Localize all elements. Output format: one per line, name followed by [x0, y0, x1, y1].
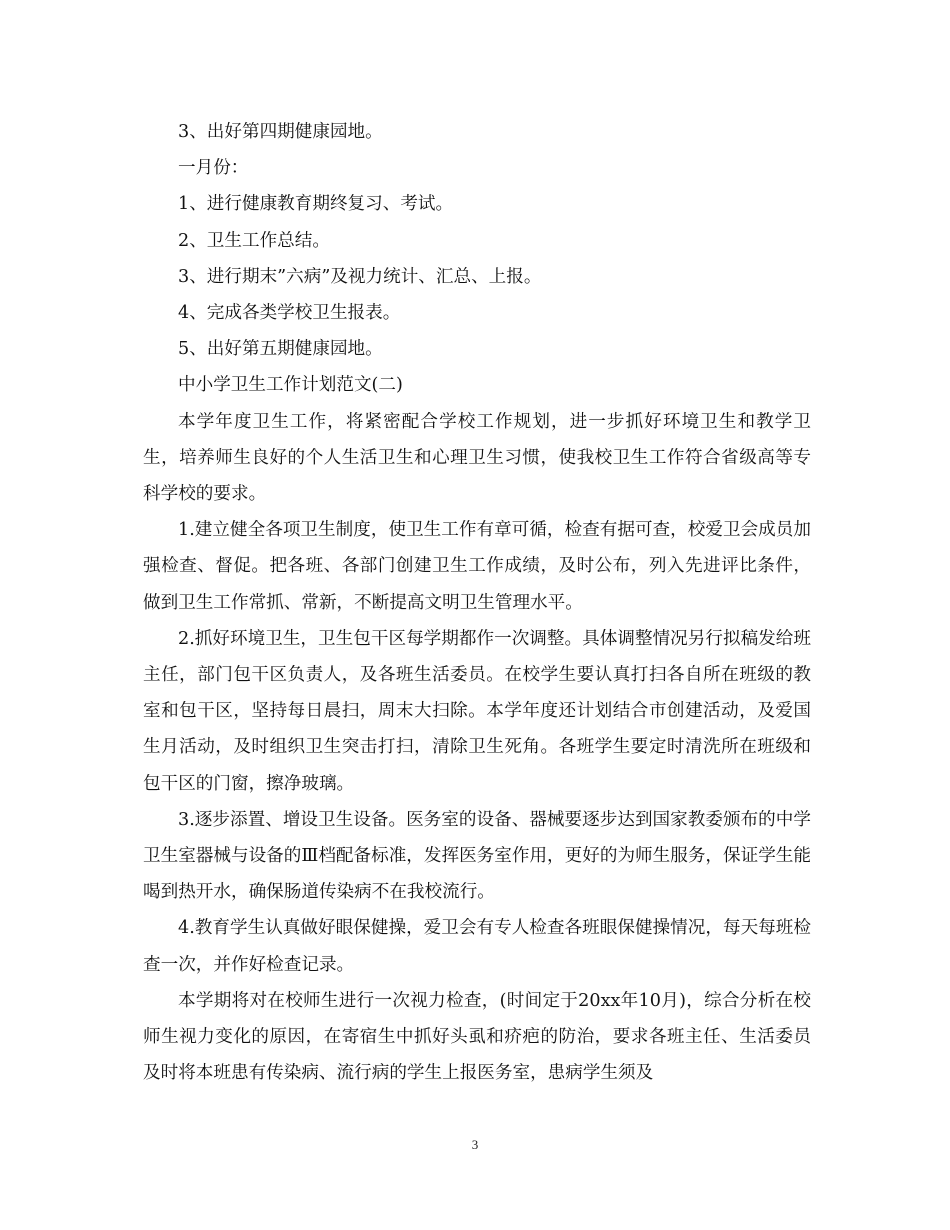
paragraph: 2、卫生工作总结。 [178, 230, 330, 251]
paragraph: 3.逐步添置、增设卫生设备。医务室的设备、器械要逐步达到国家教委颁布的中学卫生室器械与设备的Ⅲ档配备标准，发挥医务室作用，更好的为师生服务，保证学生能喝到热开水，确保肠道传染病不在我校流行。 [143, 809, 811, 903]
paragraph: 1、进行健康教育期终复习、考试。 [178, 194, 454, 215]
paragraph: 5、出好第五期健康园地。 [178, 339, 383, 360]
paragraph: 本学年度卫生工作，将紧密配合学校工作规划，进一步抓好环境卫生和教学卫生，培养师生良好的个人生活卫生和心理卫生习惯，使我校卫生工作符合省级高等专科学校的要求。 [143, 411, 811, 505]
paragraph: 一月份： [178, 158, 249, 179]
paragraph: 2.抓好环境卫生，卫生包干区每学期都作一次调整。具体调整情况另行拟稿发给班主任，部门包干区负责人，及各班生活委员。在校学生要认真打扫各自所在班级的教室和包干区，坚持每日晨扫，周末大扫除。本学年度还计划结合市创建活动，及爱国生月活动，及时组织卫生突击打扫，清除卫生死角。各班学生要定时清洗所在班级和包干区的门窗，擦净玻璃。 [143, 628, 811, 794]
section-title: 中小学卫生工作计划范文(二) [178, 375, 403, 396]
paragraph: 4、完成各类学校卫生报表。 [178, 303, 401, 324]
paragraph: 3、进行期末”六病”及视力统计、汇总、上报。 [178, 266, 542, 287]
page-number: 3 [471, 1137, 479, 1152]
paragraph: 1.建立健全各项卫生制度，使卫生工作有章可循，检查有据可查，校爱卫会成员加强检查、督促。把各班、各部门创建卫生工作成绩，及时公布，列入先进评比条件，做到卫生工作常抓、常新，不断提高文明卫生管理水平。 [143, 520, 811, 613]
paragraph: 4.教育学生认真做好眼保健操，爱卫会有专人检查各班眼保健操情况，每天每班检查一次，并作好检查记录。 [143, 918, 811, 975]
paragraph: 3、出好第四期健康园地。 [178, 122, 383, 142]
paragraph: 本学期将对在校师生进行一次视力检查，(时间定于20xx年10月)，综合分析在校师生视力变化的原因，在寄宿生中抓好头虱和疥疤的防治，要求各班主任、生活委员及时将本班患有传染病、流行病的学生上报医务室，患病学生须及 [143, 990, 811, 1084]
document-body [143, 114, 811, 1091]
